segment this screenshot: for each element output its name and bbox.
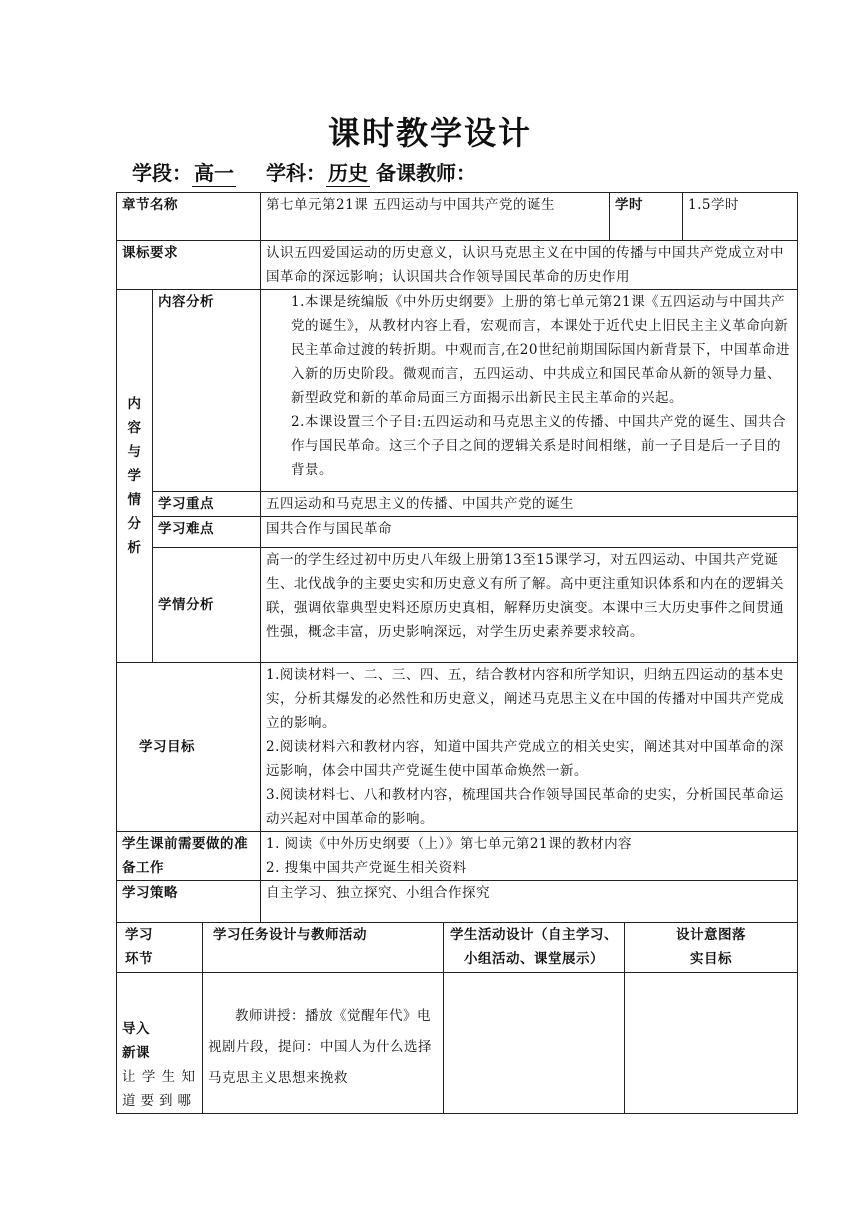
difficulty-value: 国共合作与国民革命 — [261, 517, 798, 548]
strategy-row — [117, 881, 798, 923]
learner-label: 学情分析 — [153, 548, 261, 663]
learner-value: 高一的学生经过初中历史八年级上册第13至15课学习，对五四运动、中国共产党诞生、北伐战争的主要史实和历史意义有所了解。高中更注重知识体系和内在的逻辑关联，强调依靠典型史料还原历史真相，解释历史演变。本课中三大历史事件之间贯通性强，概念丰富，历史影响深远，对学生历史素养要求较高。 — [261, 548, 798, 663]
chapter-value: 第七单元第21课 五四运动与中国共产党的诞生 — [261, 193, 610, 241]
activity-intent-cell — [625, 973, 798, 1114]
content-value — [261, 290, 798, 492]
activity-task-cell: 教师讲授：播放《觉醒年代》电视剧片段，提问：中国人为什么选择马克思主义思想来挽救 — [203, 973, 444, 1114]
header-info — [132, 157, 476, 187]
focus-row — [117, 492, 798, 517]
content-row — [117, 290, 798, 492]
goal-row — [117, 663, 798, 832]
teacher-label: 备课教师： — [376, 161, 476, 185]
focus-label: 学习重点 — [153, 492, 261, 517]
chapter-label: 章节名称 — [117, 193, 261, 241]
goal-item-3: 3.阅读材料七、八和教材内容，梳理国共合作领导国民革命的史实，分析国民革命运动兴起对中国革命的影响。 — [266, 787, 784, 827]
analysis-vertical-text: 内容与学情分析 — [127, 396, 142, 556]
learner-row — [117, 548, 798, 663]
prep-item-2: 2. 搜集中国共产党诞生相关资料 — [266, 860, 467, 876]
goal-item-2: 2.阅读材料六和教材内容，知道中国共产党成立的相关史实，阐述其对中国革命的深远影响，体会中国共产党诞生使中国革命焕然一新。 — [266, 739, 784, 779]
stage-label: 学段： — [132, 161, 192, 185]
goal-item-1: 1.阅读材料一、二、三、四、五，结合教材内容和所学知识，归纳五四运动的基本史实，分析其爆发的必然性和历史意义，阐述马克思主义在中国的传播对中国共产党成立的影响。 — [266, 667, 785, 731]
col-task-header: 学习任务设计与教师活动 — [203, 923, 444, 973]
subject-label: 学科： — [266, 161, 326, 185]
lesson-design-table — [116, 192, 798, 1114]
content-label: 内容分析 — [153, 290, 261, 492]
goal-label: 学习目标 — [117, 663, 261, 832]
standard-label: 课标要求 — [117, 241, 261, 290]
standard-row — [117, 241, 798, 290]
subject-value: 历史 — [326, 157, 370, 187]
activity-student-cell — [444, 973, 625, 1114]
focus-value: 五四运动和马克思主义的传播、中国共产党的诞生 — [261, 492, 798, 517]
activity-stage-bold: 导入新课 — [122, 1021, 150, 1061]
difficulty-label: 学习难点 — [153, 517, 261, 548]
strategy-label: 学习策略 — [117, 881, 261, 923]
prep-row — [117, 832, 798, 881]
prep-label: 学生课前需要做的准备工作 — [117, 832, 261, 881]
hours-value: 1.5学时 — [683, 193, 798, 241]
col-stage-text: 学习环节 — [125, 927, 153, 967]
activity-row — [117, 973, 798, 1114]
stage-value: 高一 — [192, 157, 236, 187]
col-intent-text: 设计意图落实目标 — [676, 927, 747, 967]
standard-value: 认识五四爱国运动的历史意义，认识马克思主义在中国的传播与中国共产党成立对中国革命的深远影响；认识国共合作领导国民革命的历史作用 — [261, 241, 798, 290]
difficulty-row — [117, 517, 798, 548]
content-paragraph-2: 2.本课设置三个子目:五四运动和马克思主义的传播、中国共产党的诞生、国共合作与国民革命。这三个子目之间的逻辑关系是时间相继，前一子目是后一子目的背景。 — [291, 414, 786, 478]
activity-header-row — [117, 923, 798, 973]
activity-stage-cell — [117, 973, 203, 1114]
col-intent-header — [625, 923, 798, 973]
content-paragraph-1: 1.本课是统编版《中外历史纲要》上册的第七单元第21课《五四运动与中国共产党的诞生》，从教材内容上看，宏观而言，本课处于近代史上旧民主主义革命向新民主革命过渡的转折期。中观而言,在20世纪前期国际国内新背景下，中国革命进入新的历史阶段。微观而言，五四运动、中共成立和国民革命从新的领导力量、新型政党和新的革命局面三方面揭示出新民主民主革命的兴起。 — [291, 294, 790, 406]
goal-value — [261, 663, 798, 832]
activity-stage-note: 让学生知道要到哪 — [122, 1069, 200, 1109]
page-title: 课时教学设计 — [327, 114, 532, 152]
prep-item-1: 1. 阅读《中外历史纲要（上）》第七单元第21课的教材内容 — [266, 836, 633, 852]
analysis-vertical-label — [117, 290, 153, 663]
chapter-row — [117, 193, 798, 241]
col-student-header: 学生活动设计（自主学习、小组活动、课堂展示） — [444, 923, 625, 973]
strategy-value: 自主学习、独立探究、小组合作探究 — [261, 881, 798, 923]
col-stage-header — [117, 923, 203, 973]
hours-label: 学时 — [610, 193, 683, 241]
prep-value — [261, 832, 798, 881]
